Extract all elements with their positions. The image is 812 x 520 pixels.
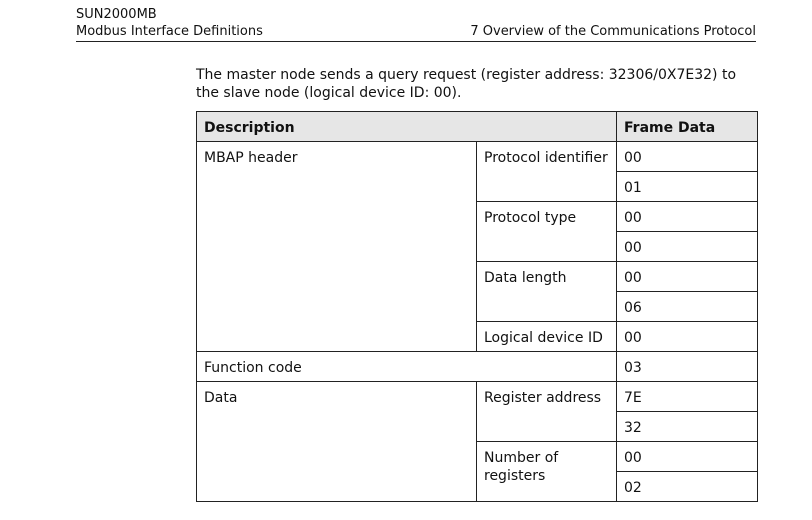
mbap-header-cell: MBAP header [197, 142, 477, 352]
data-cell: Data [197, 382, 477, 502]
frame-data-cell: 02 [617, 472, 758, 502]
logical-device-id-cell: Logical device ID [477, 322, 617, 352]
frame-table [196, 111, 758, 502]
data-length-cell: Data length [477, 262, 617, 322]
protocol-type-cell: Protocol type [477, 202, 617, 262]
protocol-identifier-cell: Protocol identifier [477, 142, 617, 202]
table-row [197, 142, 758, 172]
frame-data-cell: 00 [617, 142, 758, 172]
frame-data-cell: 00 [617, 202, 758, 232]
table-row [197, 352, 758, 382]
frame-data-cell: 32 [617, 412, 758, 442]
header-product: SUN2000MB [76, 7, 157, 22]
header-rule [76, 41, 756, 42]
frame-data-cell: 00 [617, 262, 758, 292]
frame-data-cell: 7E [617, 382, 758, 412]
table-row [197, 382, 758, 412]
intro-paragraph: The master node sends a query request (register address: 32306/0X7E32) to the slave node (logical device ID: 00). [196, 67, 737, 101]
frame-data-cell: 00 [617, 442, 758, 472]
frame-data-cell: 03 [617, 352, 758, 382]
frame-data-cell: 01 [617, 172, 758, 202]
frame-data-cell: 00 [617, 322, 758, 352]
number-of-registers-cell: Number of registers [477, 442, 617, 502]
function-code-cell: Function code [197, 352, 617, 382]
table-header-row [197, 112, 758, 142]
col-frame-data-header: Frame Data [617, 112, 758, 142]
frame-data-cell: 06 [617, 292, 758, 322]
col-description-header: Description [197, 112, 617, 142]
frame-data-cell: 00 [617, 232, 758, 262]
register-address-cell: Register address [477, 382, 617, 442]
header-chapter: 7 Overview of the Communications Protocol [470, 24, 756, 39]
header-doc-title: Modbus Interface Definitions [76, 24, 263, 39]
